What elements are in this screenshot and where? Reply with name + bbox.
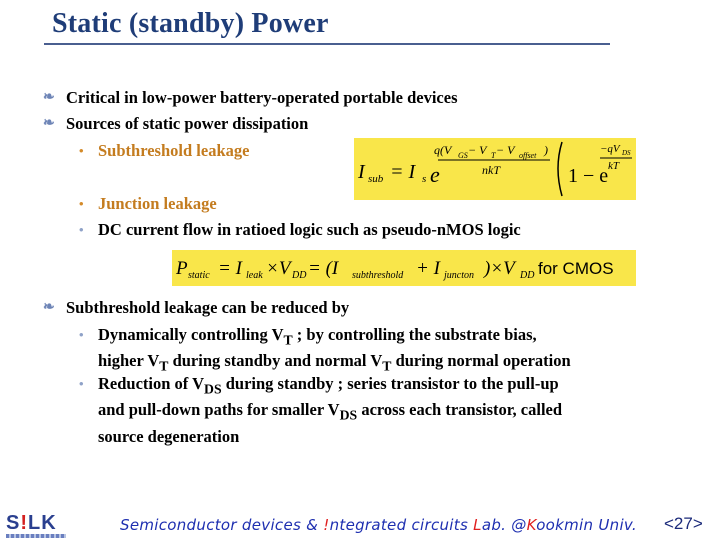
eq-p-dd2: DD [520,270,535,281]
eq-exp2-ds: DS [622,149,631,157]
silk-logo: S!LK [6,512,66,540]
eq-exp-offset: offset [519,151,537,160]
sub-text: DC current flow in ratioed logic such as pseudo-nMOS logic [98,220,521,239]
sub-bullet-icon: • [79,327,84,342]
eq-isub-e: e [430,162,440,187]
eq-isub-sub: sub [368,173,384,185]
sub-text-line: higher $V_T$ during standby and normal $V_T$ during normal operation [98,351,571,374]
slide-title: Static (standby) Power [52,8,329,39]
equation-pstatic [172,250,636,286]
eq-exp-vt: − V [468,143,487,157]
sub-text-line: Dynamically controlling $V_T$ ; by controlling the substrate bias, [98,325,537,348]
bullet-sources [43,114,309,134]
eq-p: P [176,258,188,279]
subitem-junction [79,193,217,214]
eq-left-paren [558,142,562,196]
sub-text: Subthreshold leakage [98,141,250,160]
sub-text-line: and pull-down paths for smaller $V_{DS}$ across each transistor, called [98,400,563,423]
eq-isub-rhs: = I [390,161,416,183]
eq-isub-s: s [422,173,427,185]
eq-p-sub: static [188,270,210,281]
subitem-dynamic-vt [79,324,571,377]
sub-text: Junction leakage [98,194,217,213]
sub-bullet-icon: • [79,376,84,391]
bullet-text: Subthreshold leakage can be reduced by [66,298,350,317]
subitem-reduce-vds [79,373,563,447]
eq-exp-t: T [491,151,496,160]
footer-lab-name: Semiconductor devices & !ntegrated circuits Lab. @Kookmin Univ. [120,516,637,534]
bullet-mark-icon: ❧ [43,300,55,315]
eq-bracket-one: 1 − e [568,165,609,187]
sub-text-line: source degeneration [98,426,240,446]
sub-bullet-icon: • [79,222,84,237]
bullet-text: Sources of static power dissipation [66,114,309,133]
page-number: <27> [664,514,703,533]
eq-p-times: ×V [266,258,291,279]
sub-text-line: Reduction of $V_{DS}$ during standby ; series transistor to the pull-up [98,374,559,397]
eq-exp-num: q(V [434,143,452,157]
eq-p-eq2: = (I [308,258,339,279]
bullet-mark-icon: ❧ [43,116,55,131]
subitem-subthreshold [79,140,250,161]
eq-p-junc: juncton [444,270,474,281]
eq-p-plus: + I [416,258,440,279]
eq-p-for: for CMOS [538,259,614,278]
subitem-dc-current [79,219,521,240]
sub-bullet-icon: • [79,143,84,158]
eq-exp-gs: GS [458,151,468,160]
eq-exp2-den: kT [608,160,619,172]
eq-p-leak: leak [246,270,263,281]
bullet-text: Critical in low-power battery-operated portable devices [66,88,458,107]
eq-p-dd: DD [292,270,307,281]
logo-bar [6,534,66,538]
eq-exp-off: − V [496,143,515,157]
bullet-reduce [43,298,350,318]
eq-p-close: )×V [484,258,515,279]
title-underline [44,43,610,45]
eq-p-eq: = I [218,258,242,279]
bullet-critical [43,88,458,108]
eq-exp2-num: −qV [600,143,620,155]
eq-isub-I: I [358,161,365,183]
equation-isub [354,138,636,200]
eq-exp-close: ) [544,143,548,157]
eq-p-subth: subthreshold [352,270,404,281]
sub-bullet-icon: • [79,196,84,211]
bullet-mark-icon: ❧ [43,90,55,105]
eq-exp-den: nkT [482,163,500,177]
